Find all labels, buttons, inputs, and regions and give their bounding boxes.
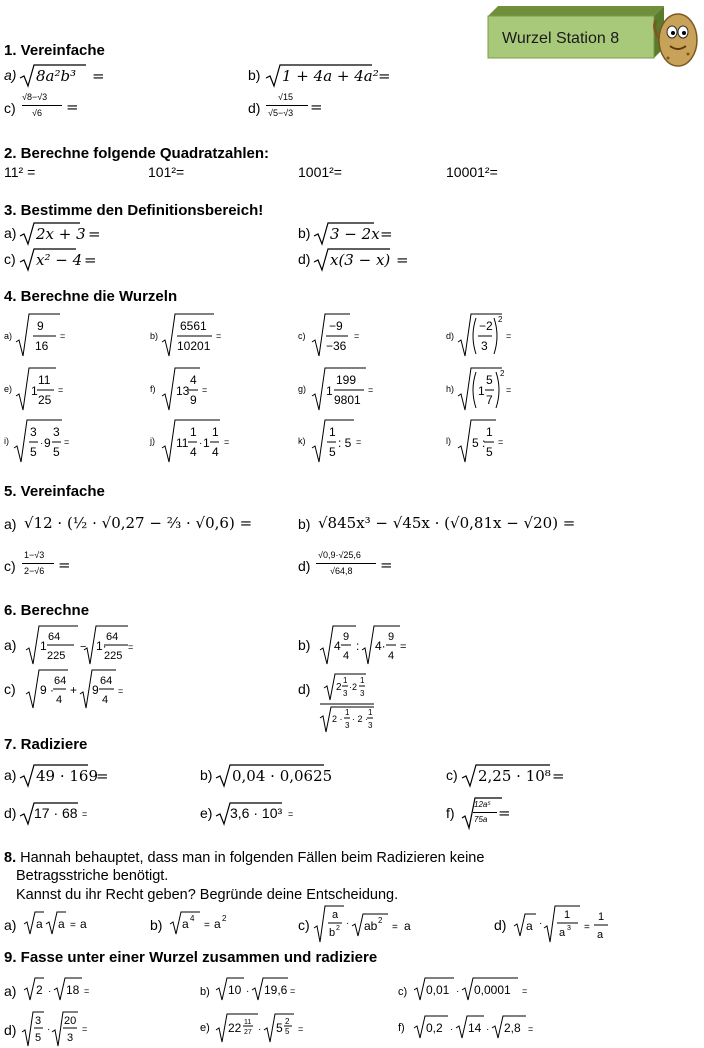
svg-text:1·: 1· — [96, 639, 107, 653]
svg-text:=: = — [58, 385, 64, 395]
label: b) — [200, 767, 213, 783]
label: a) — [4, 225, 17, 241]
equals: = — [380, 556, 393, 574]
task-4f-expr — [160, 366, 216, 412]
svg-text:14: 14 — [468, 1021, 482, 1035]
svg-text:9: 9 — [388, 631, 395, 643]
expr: 2,25 · 10⁸ — [478, 767, 551, 785]
task-5a-expr: √12 · (½ · √0,27 − ⅔ · √0,6) = — [24, 514, 253, 532]
equals: = — [84, 251, 97, 269]
svg-text:9: 9 — [343, 631, 350, 643]
task-6c-expr — [24, 668, 134, 710]
task-4-label: d) — [446, 331, 455, 341]
task-2-item: 10001²= — [446, 164, 498, 180]
task-9b-expr — [214, 976, 304, 1002]
task-2-item: 1001²= — [298, 164, 342, 180]
svg-text:10201: 10201 — [177, 339, 211, 353]
task-9e-expr — [214, 1012, 314, 1046]
svg-text:5: 5 — [285, 1027, 290, 1036]
task-9-label: e) — [200, 1022, 210, 1034]
task-4-label: e) — [4, 384, 13, 394]
svg-text:1: 1 — [31, 384, 38, 398]
svg-text:1: 1 — [190, 425, 197, 439]
equals: = — [396, 251, 409, 269]
svg-text:3: 3 — [345, 721, 350, 730]
svg-text:18: 18 — [66, 983, 80, 997]
svg-text:=: = — [224, 437, 230, 447]
task-4i-expr — [12, 418, 78, 464]
fraction-bar — [266, 105, 308, 106]
svg-text:9801: 9801 — [334, 393, 361, 407]
task-5b-label: b) — [298, 516, 311, 532]
svg-text:=: = — [290, 986, 296, 996]
svg-text:9 ·: 9 · — [40, 683, 55, 697]
svg-text:a: a — [597, 929, 604, 941]
task-4a-expr — [14, 312, 64, 358]
task-9-label: c) — [398, 986, 408, 998]
svg-text:2: 2 — [378, 916, 383, 925]
svg-text:·: · — [40, 438, 44, 449]
svg-text:a: a — [214, 917, 221, 931]
svg-text:3: 3 — [481, 339, 488, 353]
numerator: 1−√3 — [24, 550, 45, 560]
svg-text:5: 5 — [329, 445, 336, 459]
svg-text:2: 2 — [336, 682, 342, 693]
numerator: √15 — [278, 92, 293, 102]
svg-text:·: · — [48, 986, 52, 997]
svg-text:5: 5 — [486, 373, 493, 387]
task-6-label: b) — [298, 637, 311, 653]
svg-text:2: 2 — [336, 925, 340, 932]
label: d) — [248, 100, 261, 116]
denominator: √64,8 — [330, 566, 353, 576]
svg-text:·: · — [199, 438, 203, 449]
label: d) — [298, 558, 311, 574]
task-9c-expr — [412, 976, 542, 1002]
svg-text:5 :: 5 : — [472, 436, 486, 450]
task-6b-expr — [318, 624, 418, 666]
task-8c-expr — [312, 904, 422, 944]
numerator: √8−√3 — [22, 92, 48, 102]
task-4-label: j) — [150, 436, 155, 446]
svg-text:9: 9 — [92, 683, 99, 697]
expr: x(3 − x) — [330, 251, 391, 269]
svg-text:5: 5 — [276, 1021, 283, 1035]
task-8-label: a) — [4, 917, 17, 933]
expr: 8a²b³ — [36, 67, 77, 85]
section-8-line1: Hannah behauptet, dass man in folgenden Fällen beim Radizieren keine — [16, 850, 485, 866]
task-6d-expr — [318, 672, 378, 734]
svg-text:1: 1 — [345, 708, 350, 717]
label: d) — [4, 805, 17, 821]
svg-text:·: · — [47, 1024, 51, 1035]
label: c) — [4, 558, 16, 574]
svg-text:1: 1 — [212, 425, 219, 439]
expr: 49 · 169 — [36, 767, 99, 785]
svg-text:64: 64 — [54, 675, 67, 687]
svg-text:1: 1 — [203, 436, 210, 450]
task-4c-expr — [310, 312, 370, 358]
task-2-item: 11² = — [4, 164, 36, 180]
expr: 17 · 68 — [34, 805, 78, 821]
section-2-heading: 2. Berechne folgende Quadratzahlen: — [4, 145, 270, 162]
svg-text:·: · — [456, 986, 460, 997]
svg-text:2: 2 — [285, 1017, 290, 1026]
svg-text:1: 1 — [326, 384, 333, 398]
svg-text:4: 4 — [334, 639, 341, 653]
svg-text:−: − — [80, 641, 87, 653]
fraction-bar — [22, 563, 54, 564]
svg-text:225: 225 — [47, 650, 66, 662]
task-8-label: b) — [150, 917, 163, 933]
svg-text:·: · — [346, 918, 350, 929]
svg-text:2: 2 — [500, 369, 505, 378]
svg-text:0,01: 0,01 — [426, 983, 450, 997]
svg-text:1: 1 — [486, 425, 493, 439]
svg-text:−36: −36 — [326, 339, 347, 353]
svg-text:· 2 ·: · 2 · — [352, 714, 369, 724]
svg-text:0,2: 0,2 — [426, 1021, 443, 1035]
svg-text:199: 199 — [336, 373, 357, 387]
svg-text:=: = — [506, 385, 512, 395]
task-4-label: i) — [4, 436, 9, 446]
svg-text:4·: 4· — [375, 639, 386, 653]
svg-text:−9: −9 — [329, 319, 343, 333]
svg-text:5: 5 — [486, 445, 493, 459]
section-8-line2: Betragsstriche benötigt. — [16, 868, 169, 884]
svg-text:64: 64 — [100, 675, 113, 687]
task-8d-expr — [512, 904, 616, 944]
svg-text:11: 11 — [244, 1019, 252, 1026]
label: e) — [200, 805, 213, 821]
equals: = — [96, 767, 109, 785]
svg-text:a: a — [404, 919, 411, 933]
svg-text:1: 1 — [329, 425, 336, 439]
denominator: 2−√6 — [24, 566, 45, 576]
section-3-heading: 3. Bestimme den Definitionsbereich! — [4, 202, 264, 219]
svg-text:a: a — [36, 917, 43, 931]
svg-text:11: 11 — [38, 373, 51, 387]
svg-text:0,0001: 0,0001 — [474, 983, 511, 997]
svg-text:4: 4 — [343, 650, 350, 662]
svg-text:3: 3 — [30, 425, 37, 439]
svg-text:64: 64 — [48, 631, 61, 643]
label: c) — [4, 251, 16, 267]
svg-text:=: = — [354, 331, 360, 341]
svg-text:3: 3 — [53, 425, 60, 439]
svg-text:: 5: : 5 — [338, 436, 352, 450]
svg-text:·: · — [450, 1024, 454, 1035]
task-5b-expr: √845x³ − √45x · (√0,81x − √20) = — [318, 514, 576, 532]
equals: = — [92, 67, 105, 85]
svg-text:·: · — [246, 986, 250, 997]
equals: = — [498, 804, 511, 822]
label: a) — [4, 67, 17, 83]
task-6-label: d) — [298, 681, 311, 697]
svg-text:·2: ·2 — [349, 682, 358, 692]
numerator: √0,9·√25,6 — [318, 550, 361, 560]
task-4h-expr — [456, 366, 518, 412]
task-6-label: c) — [4, 681, 16, 697]
expr: 3 − 2x — [330, 225, 380, 243]
svg-text:=: = — [82, 1024, 88, 1034]
section-8-number: 8. — [4, 850, 17, 866]
task-4-label: l) — [446, 436, 451, 446]
svg-text:5: 5 — [53, 445, 60, 459]
section-6-heading: 6. Berechne — [4, 602, 90, 619]
svg-text:1: 1 — [360, 676, 365, 685]
task-8a-expr — [22, 910, 92, 936]
svg-text:19,6: 19,6 — [264, 983, 288, 997]
expr: 3,6 · 10³ — [230, 805, 283, 821]
task-8-label: d) — [494, 917, 507, 933]
task-4d-expr — [456, 312, 518, 358]
section-1-heading: 1. Vereinfache — [4, 42, 105, 59]
task-4-label: g) — [298, 384, 307, 394]
task-4g-expr — [310, 366, 382, 412]
expr: 2x + 3 — [36, 225, 86, 243]
svg-text:64: 64 — [106, 631, 119, 643]
svg-text:=: = — [528, 1024, 534, 1034]
svg-text:a: a — [332, 909, 339, 921]
equals: = — [288, 809, 294, 819]
svg-text:−2: −2 — [479, 319, 493, 333]
svg-text::: : — [356, 639, 360, 653]
svg-text:3: 3 — [67, 1032, 74, 1044]
equals: = — [380, 225, 393, 243]
task-5a-label: a) — [4, 516, 17, 532]
task-4-label: h) — [446, 384, 455, 394]
svg-text:3: 3 — [567, 925, 571, 932]
svg-text:·: · — [486, 1024, 490, 1035]
svg-text:5: 5 — [30, 445, 37, 459]
task-4b-expr — [160, 312, 230, 358]
task-9f-expr — [412, 1014, 542, 1042]
task-4k-expr — [310, 418, 372, 464]
svg-text:1: 1 — [343, 676, 348, 685]
svg-text:4: 4 — [190, 445, 197, 459]
svg-text:2,8: 2,8 — [504, 1021, 521, 1035]
section-4-heading: 4. Berechne die Wurzeln — [4, 288, 178, 305]
svg-text:=: = — [356, 437, 362, 447]
svg-text:4: 4 — [102, 694, 109, 706]
svg-text:2: 2 — [222, 914, 227, 923]
task-4j-expr — [160, 418, 236, 464]
task-4-label: k) — [298, 436, 306, 446]
task-9a-expr — [22, 976, 102, 1002]
task-9d-expr — [20, 1010, 100, 1048]
svg-text:=: = — [118, 686, 124, 696]
svg-text:13: 13 — [176, 384, 190, 398]
svg-text:=: = — [204, 920, 210, 931]
expr: x² − 4 — [36, 251, 83, 269]
task-8-label: c) — [298, 917, 310, 933]
task-9-label: f) — [398, 1022, 405, 1034]
task-4-label: b) — [150, 331, 159, 341]
section-5-heading: 5. Vereinfache — [4, 483, 105, 500]
svg-text:27: 27 — [244, 1029, 252, 1036]
svg-text:=: = — [216, 331, 222, 341]
svg-text:1: 1 — [478, 384, 485, 398]
svg-text:=: = — [84, 986, 90, 996]
svg-text:7: 7 — [486, 393, 493, 407]
svg-text:3: 3 — [360, 689, 365, 698]
svg-text:·: · — [258, 1024, 262, 1035]
svg-text:=: = — [298, 1024, 304, 1034]
section-9-heading: 9. Fasse unter einer Wurzel zusammen und radiziere — [4, 949, 378, 966]
svg-text:=: = — [64, 437, 70, 447]
svg-text:=: = — [60, 331, 66, 341]
denominator: √6 — [32, 108, 42, 118]
svg-text:a: a — [80, 917, 87, 931]
svg-text:a: a — [526, 919, 533, 933]
task-4-label: f) — [150, 384, 156, 394]
svg-text:1: 1 — [368, 708, 373, 717]
task-2-item: 101²= — [148, 164, 185, 180]
label: b) — [248, 67, 261, 83]
denominator: 75a — [474, 815, 488, 824]
svg-text:3: 3 — [343, 689, 348, 698]
svg-text:22: 22 — [228, 1021, 242, 1035]
svg-text:a: a — [182, 917, 189, 931]
label: a) — [4, 767, 17, 783]
equals: = — [552, 767, 565, 785]
task-4e-expr — [14, 366, 70, 412]
task-4l-expr — [456, 418, 516, 464]
svg-text:=: = — [522, 986, 528, 996]
equals: = — [58, 556, 71, 574]
label: d) — [298, 251, 311, 267]
badge-title: Wurzel Station 8 — [502, 30, 620, 47]
task-4-label: c) — [298, 331, 306, 341]
equals: = — [66, 98, 79, 116]
svg-text:1: 1 — [598, 911, 605, 923]
svg-text:=: = — [498, 437, 504, 447]
svg-text:10: 10 — [228, 983, 242, 997]
label: b) — [298, 225, 311, 241]
fraction-bar — [22, 105, 62, 106]
equals: = — [310, 98, 323, 116]
fraction-bar — [473, 812, 497, 813]
svg-text:9: 9 — [44, 436, 51, 450]
svg-text:1: 1 — [40, 639, 47, 653]
svg-text:2 ·: 2 · — [332, 714, 343, 724]
section-8-line3: Kannst du ihr Recht geben? Begründe deine Entscheidung. — [16, 887, 399, 903]
equals: = — [378, 67, 391, 85]
potato-mascot-icon — [650, 8, 700, 72]
svg-text:=: = — [70, 920, 76, 931]
task-9-label: b) — [200, 986, 210, 998]
task-9-label: a) — [4, 983, 17, 999]
label: f) — [446, 805, 455, 821]
svg-text:=: = — [128, 642, 134, 652]
svg-text:4: 4 — [56, 694, 63, 706]
label: c) — [4, 100, 16, 116]
svg-text:1: 1 — [564, 909, 571, 921]
svg-text:4: 4 — [212, 445, 219, 459]
svg-text:b: b — [329, 927, 336, 939]
equals: = — [88, 225, 101, 243]
svg-text:25: 25 — [38, 393, 52, 407]
svg-text:a: a — [58, 917, 65, 931]
svg-text:3: 3 — [368, 721, 373, 730]
section-8-heading — [4, 850, 484, 866]
svg-text:9: 9 — [37, 319, 44, 333]
numerator: 12a⁵ — [474, 800, 491, 809]
svg-text:=: = — [584, 922, 590, 933]
svg-text:=: = — [368, 385, 374, 395]
svg-text:=: = — [392, 922, 398, 933]
svg-text:4: 4 — [190, 914, 195, 923]
svg-text:11: 11 — [176, 436, 189, 450]
svg-text:5: 5 — [35, 1032, 42, 1044]
svg-text:·: · — [539, 918, 543, 929]
section-7-heading: 7. Radiziere — [4, 736, 88, 753]
label: c) — [446, 767, 458, 783]
svg-text:=: = — [202, 385, 208, 395]
svg-text:16: 16 — [35, 339, 49, 353]
svg-text:=: = — [506, 331, 512, 341]
svg-text:6561: 6561 — [180, 319, 207, 333]
svg-text:=: = — [400, 641, 407, 653]
svg-text:+: + — [70, 683, 78, 697]
task-8b-expr — [168, 908, 238, 936]
svg-text:a: a — [559, 927, 566, 939]
expr: 0,04 · 0,0625 — [232, 767, 333, 785]
svg-text:2: 2 — [498, 315, 503, 324]
svg-text:9: 9 — [190, 393, 197, 407]
station-badge — [488, 6, 664, 58]
expr: 1 + 4a + 4a² — [282, 67, 379, 85]
svg-text:ab: ab — [364, 919, 378, 933]
task-6-label: a) — [4, 637, 17, 653]
svg-text:4: 4 — [388, 650, 395, 662]
task-4-label: a) — [4, 331, 13, 341]
svg-text:4: 4 — [190, 373, 197, 387]
svg-text:2: 2 — [36, 983, 43, 997]
task-6a-expr — [24, 624, 136, 666]
denominator: √5−√3 — [268, 108, 294, 118]
task-9-label: d) — [4, 1022, 17, 1038]
equals: = — [82, 809, 88, 819]
svg-text:225: 225 — [104, 650, 123, 662]
fraction-bar — [316, 563, 376, 564]
svg-text:20: 20 — [64, 1015, 77, 1027]
svg-text:3: 3 — [35, 1015, 42, 1027]
